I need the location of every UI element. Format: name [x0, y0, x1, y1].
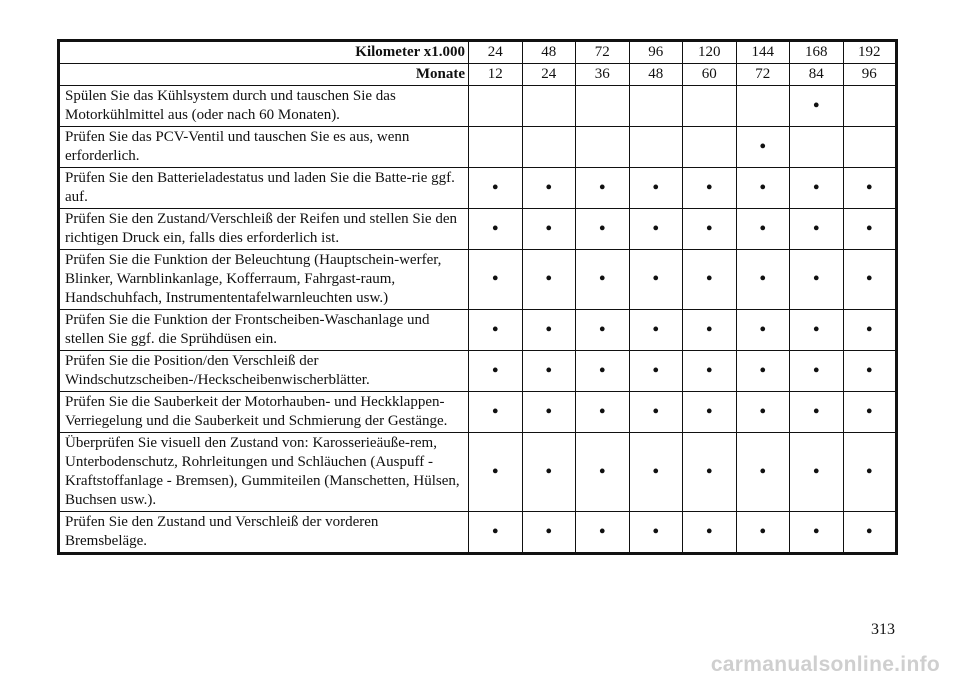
task-description: Prüfen Sie die Sauberkeit der Motorhauben- und Heckklappen-Verriegelung und die Sauberkeit und Schmierung der Gestänge.	[59, 392, 469, 433]
km-value: 96	[629, 41, 683, 64]
schedule-row	[59, 310, 897, 351]
scheduled-dot: •	[522, 512, 576, 554]
task-description: Überprüfen Sie visuell den Zustand von: Karosserieäuße-rem, Unterbodenschutz, Rohrleitungen und Schläuchen (Auspuff - Kraftstoffanlage - Bremsen), Gummiteilen (Manschetten, Hülsen, Buchsen usw.).	[59, 433, 469, 512]
empty-cell	[843, 127, 897, 168]
empty-cell	[736, 86, 790, 127]
scheduled-dot: •	[843, 512, 897, 554]
km-value: 120	[683, 41, 737, 64]
scheduled-dot: •	[629, 351, 683, 392]
scheduled-dot: •	[629, 512, 683, 554]
km-value: 192	[843, 41, 897, 64]
scheduled-dot: •	[576, 168, 630, 209]
schedule-row	[59, 86, 897, 127]
scheduled-dot: •	[522, 392, 576, 433]
scheduled-dot: •	[843, 250, 897, 310]
scheduled-dot: •	[683, 392, 737, 433]
scheduled-dot: •	[790, 250, 844, 310]
scheduled-dot: •	[469, 209, 523, 250]
months-value: 12	[469, 64, 523, 86]
task-description: Prüfen Sie den Batterieladestatus und laden Sie die Batte-rie ggf. auf.	[59, 168, 469, 209]
schedule-row	[59, 168, 897, 209]
scheduled-dot: •	[790, 392, 844, 433]
km-value: 144	[736, 41, 790, 64]
schedule-row	[59, 209, 897, 250]
scheduled-dot: •	[736, 433, 790, 512]
empty-cell	[576, 86, 630, 127]
scheduled-dot: •	[843, 351, 897, 392]
scheduled-dot: •	[683, 512, 737, 554]
scheduled-dot: •	[736, 127, 790, 168]
scheduled-dot: •	[629, 209, 683, 250]
scheduled-dot: •	[576, 209, 630, 250]
scheduled-dot: •	[576, 433, 630, 512]
scheduled-dot: •	[790, 86, 844, 127]
scheduled-dot: •	[736, 209, 790, 250]
km-header-label: Kilometer x1.000	[59, 41, 469, 64]
months-value: 24	[522, 64, 576, 86]
months-value: 84	[790, 64, 844, 86]
scheduled-dot: •	[469, 433, 523, 512]
scheduled-dot: •	[683, 351, 737, 392]
months-value: 48	[629, 64, 683, 86]
page-number: 313	[871, 621, 895, 638]
km-value: 24	[469, 41, 523, 64]
task-description: Spülen Sie das Kühlsystem durch und tauschen Sie das Motorkühlmittel aus (oder nach 60 Monaten).	[59, 86, 469, 127]
scheduled-dot: •	[843, 209, 897, 250]
task-description: Prüfen Sie den Zustand/Verschleiß der Reifen und stellen Sie den richtigen Druck ein, falls dies erforderlich ist.	[59, 209, 469, 250]
scheduled-dot: •	[790, 310, 844, 351]
schedule-row	[59, 127, 897, 168]
scheduled-dot: •	[629, 250, 683, 310]
km-header-row	[59, 41, 897, 64]
scheduled-dot: •	[736, 250, 790, 310]
task-description: Prüfen Sie den Zustand und Verschleiß der vorderen Bremsbeläge.	[59, 512, 469, 554]
km-value: 72	[576, 41, 630, 64]
scheduled-dot: •	[683, 168, 737, 209]
empty-cell	[576, 127, 630, 168]
scheduled-dot: •	[629, 168, 683, 209]
scheduled-dot: •	[736, 351, 790, 392]
scheduled-dot: •	[469, 392, 523, 433]
scheduled-dot: •	[469, 310, 523, 351]
empty-cell	[843, 86, 897, 127]
schedule-row	[59, 512, 897, 554]
scheduled-dot: •	[790, 209, 844, 250]
scheduled-dot: •	[522, 250, 576, 310]
empty-cell	[469, 86, 523, 127]
scheduled-dot: •	[469, 250, 523, 310]
scheduled-dot: •	[576, 392, 630, 433]
scheduled-dot: •	[576, 351, 630, 392]
km-value: 48	[522, 41, 576, 64]
scheduled-dot: •	[469, 512, 523, 554]
schedule-row	[59, 392, 897, 433]
empty-cell	[522, 127, 576, 168]
scheduled-dot: •	[629, 310, 683, 351]
months-header-row	[59, 64, 897, 86]
empty-cell	[522, 86, 576, 127]
scheduled-dot: •	[629, 392, 683, 433]
scheduled-dot: •	[522, 209, 576, 250]
scheduled-dot: •	[843, 310, 897, 351]
scheduled-dot: •	[522, 168, 576, 209]
maintenance-schedule-table	[57, 39, 898, 555]
scheduled-dot: •	[683, 310, 737, 351]
scheduled-dot: •	[736, 310, 790, 351]
months-value: 60	[683, 64, 737, 86]
empty-cell	[683, 86, 737, 127]
scheduled-dot: •	[790, 168, 844, 209]
scheduled-dot: •	[469, 168, 523, 209]
months-value: 96	[843, 64, 897, 86]
scheduled-dot: •	[683, 433, 737, 512]
scheduled-dot: •	[683, 250, 737, 310]
months-value: 72	[736, 64, 790, 86]
months-header-label: Monate	[59, 64, 469, 86]
schedule-body	[59, 41, 897, 554]
scheduled-dot: •	[576, 310, 630, 351]
schedule-row	[59, 351, 897, 392]
task-description: Prüfen Sie die Funktion der Frontscheiben-Waschanlage und stellen Sie ggf. die Sprühdüsen ein.	[59, 310, 469, 351]
scheduled-dot: •	[736, 512, 790, 554]
task-description: Prüfen Sie das PCV-Ventil und tauschen Sie es aus, wenn erforderlich.	[59, 127, 469, 168]
empty-cell	[790, 127, 844, 168]
scheduled-dot: •	[522, 310, 576, 351]
scheduled-dot: •	[790, 512, 844, 554]
task-description: Prüfen Sie die Funktion der Beleuchtung (Hauptschein-werfer, Blinker, Warnblinkanlage, Kofferraum, Fahrgast-raum, Handschuhfach, Instrumententafelwarnleuchten usw.)	[59, 250, 469, 310]
task-description: Prüfen Sie die Position/den Verschleiß der Windschutzscheiben-/Heckscheibenwischerblätter.	[59, 351, 469, 392]
km-value: 168	[790, 41, 844, 64]
scheduled-dot: •	[843, 392, 897, 433]
watermark-text: carmanualsonline.info	[710, 653, 940, 676]
scheduled-dot: •	[790, 433, 844, 512]
months-value: 36	[576, 64, 630, 86]
scheduled-dot: •	[522, 433, 576, 512]
empty-cell	[629, 127, 683, 168]
scheduled-dot: •	[683, 209, 737, 250]
scheduled-dot: •	[843, 433, 897, 512]
scheduled-dot: •	[576, 250, 630, 310]
scheduled-dot: •	[790, 351, 844, 392]
schedule-row	[59, 250, 897, 310]
scheduled-dot: •	[629, 433, 683, 512]
schedule-row	[59, 433, 897, 512]
scheduled-dot: •	[522, 351, 576, 392]
scheduled-dot: •	[576, 512, 630, 554]
scheduled-dot: •	[736, 168, 790, 209]
scheduled-dot: •	[736, 392, 790, 433]
scheduled-dot: •	[843, 168, 897, 209]
empty-cell	[629, 86, 683, 127]
empty-cell	[683, 127, 737, 168]
empty-cell	[469, 127, 523, 168]
scheduled-dot: •	[469, 351, 523, 392]
